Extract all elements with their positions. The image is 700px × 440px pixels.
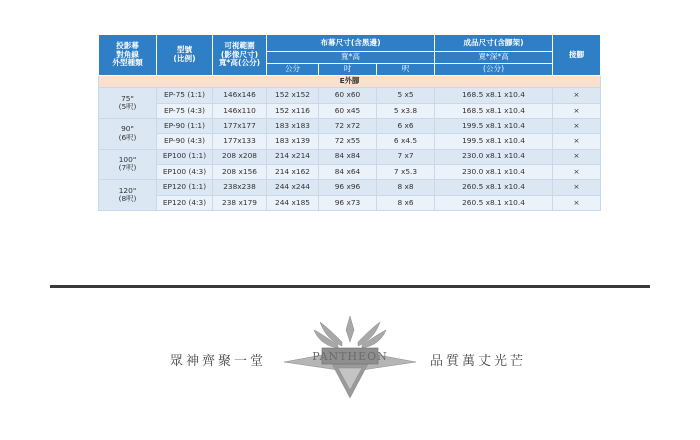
fabric-feet-cell: 6 x4.5: [377, 134, 435, 149]
header-unit-cm: 公分: [267, 64, 319, 76]
connector-cell: ×: [553, 149, 601, 164]
connector-cell: ×: [553, 164, 601, 179]
model-cell: EP120 (1:1): [157, 180, 213, 195]
fabric-cm-cell: 244 x185: [267, 195, 319, 210]
connector-cell: ×: [553, 118, 601, 133]
spec-table-container: [98, 34, 600, 211]
fabric-feet-cell: 6 x6: [377, 118, 435, 133]
header-product-sub: 寬*深*高: [435, 52, 553, 64]
section-divider: [50, 285, 650, 288]
model-cell: EP-90 (1:1): [157, 118, 213, 133]
header-unit-inch: 吋: [319, 64, 377, 76]
fabric-inch-cell: 72 x55: [319, 134, 377, 149]
model-cell: EP-75 (4:3): [157, 103, 213, 118]
fabric-feet-cell: 5 x3.8: [377, 103, 435, 118]
size-cell-90: 90" (6呎): [99, 118, 157, 149]
fabric-cm-cell: 244 x244: [267, 180, 319, 195]
product-size-cell: 230.0 x8.1 x10.4: [435, 164, 553, 179]
connector-cell: ×: [553, 88, 601, 103]
fabric-feet-cell: 5 x5: [377, 88, 435, 103]
model-cell: EP-75 (1:1): [157, 88, 213, 103]
product-size-cell: 260.5 x8.1 x10.4: [435, 195, 553, 210]
fabric-feet-cell: 8 x6: [377, 195, 435, 210]
fabric-inch-cell: 84 x64: [319, 164, 377, 179]
fabric-inch-cell: 72 x72: [319, 118, 377, 133]
product-size-cell: 168.5 x8.1 x10.4: [435, 88, 553, 103]
view-cell: 238x238: [213, 180, 267, 195]
model-cell: EP100 (4:3): [157, 164, 213, 179]
header-connector: 接腳: [553, 35, 601, 76]
model-cell: EP120 (4:3): [157, 195, 213, 210]
slogan-left: 眾神齊聚一堂: [170, 354, 267, 369]
fabric-cm-cell: 152 x152: [267, 88, 319, 103]
pantheon-logo: [276, 312, 424, 404]
spec-table: [98, 34, 601, 211]
view-cell: 177x177: [213, 118, 267, 133]
fabric-inch-cell: 60 x45: [319, 103, 377, 118]
connector-cell: ×: [553, 134, 601, 149]
fabric-inch-cell: 84 x84: [319, 149, 377, 164]
header-fabric-sub: 寬*高: [267, 52, 435, 64]
header-fabric-size: 布幕尺寸(含黑邊): [267, 35, 435, 52]
model-cell: EP-90 (4:3): [157, 134, 213, 149]
model-cell: EP100 (1:1): [157, 149, 213, 164]
view-cell: 177x133: [213, 134, 267, 149]
slogan-right: 品質萬丈光芒: [430, 354, 527, 369]
fabric-feet-cell: 7 x5.3: [377, 164, 435, 179]
product-size-cell: 260.5 x8.1 x10.4: [435, 180, 553, 195]
connector-cell: ×: [553, 180, 601, 195]
product-size-cell: 230.0 x8.1 x10.4: [435, 149, 553, 164]
fabric-cm-cell: 214 x162: [267, 164, 319, 179]
header-product-size: 成品尺寸(含腳架): [435, 35, 553, 52]
view-cell: 146x110: [213, 103, 267, 118]
header-model: 型號 (比例): [157, 35, 213, 76]
product-size-cell: 168.5 x8.1 x10.4: [435, 103, 553, 118]
fabric-cm-cell: 183 x183: [267, 118, 319, 133]
product-size-cell: 199.5 x8.1 x10.4: [435, 118, 553, 133]
fabric-inch-cell: 60 x60: [319, 88, 377, 103]
size-cell-100: 100" (7呎): [99, 149, 157, 180]
fabric-feet-cell: 8 x8: [377, 180, 435, 195]
view-cell: 208 x208: [213, 149, 267, 164]
fabric-inch-cell: 96 x96: [319, 180, 377, 195]
view-cell: 146x146: [213, 88, 267, 103]
size-cell-120: 120" (8呎): [99, 180, 157, 211]
view-cell: 238 x179: [213, 195, 267, 210]
fabric-feet-cell: 7 x7: [377, 149, 435, 164]
view-cell: 208 x156: [213, 164, 267, 179]
logo-text: PANTHEON: [312, 350, 388, 363]
header-view-area: 可視範圍 (影像尺寸) 寬*高(公分): [213, 35, 267, 76]
product-size-cell: 199.5 x8.1 x10.4: [435, 134, 553, 149]
header-screen-size: 投影幕 對角線 外型種類: [99, 35, 157, 76]
fabric-cm-cell: 183 x139: [267, 134, 319, 149]
header-unit-feet: 呎: [377, 64, 435, 76]
connector-cell: ×: [553, 195, 601, 210]
fabric-cm-cell: 152 x116: [267, 103, 319, 118]
group-label: E外腳: [99, 76, 601, 88]
fabric-inch-cell: 96 x73: [319, 195, 377, 210]
size-cell-75: 75" (5呎): [99, 88, 157, 119]
fabric-cm-cell: 214 x214: [267, 149, 319, 164]
header-product-unit: (公分): [435, 64, 553, 76]
connector-cell: ×: [553, 103, 601, 118]
